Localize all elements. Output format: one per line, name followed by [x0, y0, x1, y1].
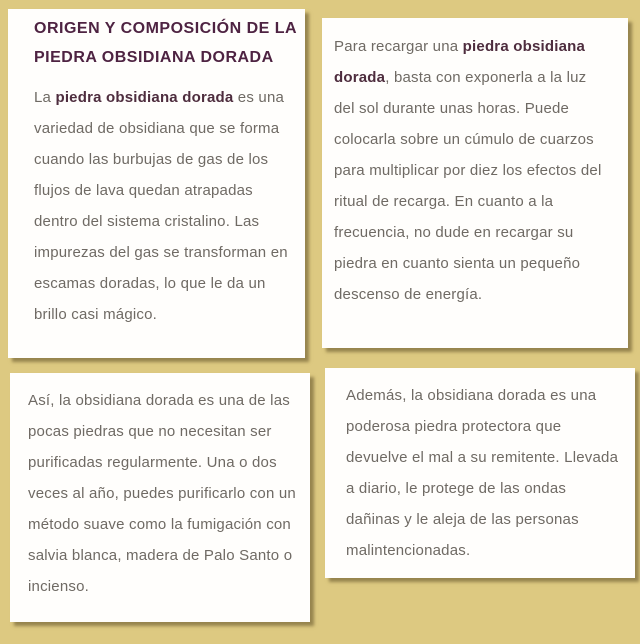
purification-card-paragraph: Así, la obsidiana dorada es una de las pocas piedras que no necesitan ser purificadas regularmente. Una o dos veces al año, puedes purificarlo con un método suave como la fumigación con salvia blanca, madera de Palo Santo o incienso.	[28, 392, 296, 595]
protection-card-paragraph: Además, la obsidiana dorada es una poderosa piedra protectora que devuelve el mal a su remitente. Llevada a diario, le protege de las ondas dañinas y le aleja de las personas malintencionadas.	[346, 387, 619, 559]
origin-card-paragraph: La piedra obsidiana dorada es una variedad de obsidiana que se forma cuando las burbujas de gas de los flujos de lava quedan atrapadas dentro del sistema cristalino. Las impurezas del gas se transforman en escamas doradas, lo que le da un brillo casi mágico.	[34, 89, 288, 323]
card-origin-composition	[8, 9, 305, 358]
card-purification	[10, 373, 310, 622]
card-protection	[325, 368, 635, 578]
recharge-card-paragraph: Para recargar una piedra obsidiana dorada, basta con exponerla a la luz del sol durante unas horas. Puede colocarla sobre un cúmulo de cuarzos para multiplicar por diez los efectos del ritual de recarga. En cuanto a la frecuencia, no dude en recargar su piedra en cuanto sienta un pequeño descenso de energía.	[334, 38, 602, 303]
card-recharge-ritual	[322, 18, 628, 348]
origin-card-title: ORIGEN Y COMPOSICIÓN DE LA PIEDRA OBSIDIANA DORADA	[34, 20, 297, 66]
